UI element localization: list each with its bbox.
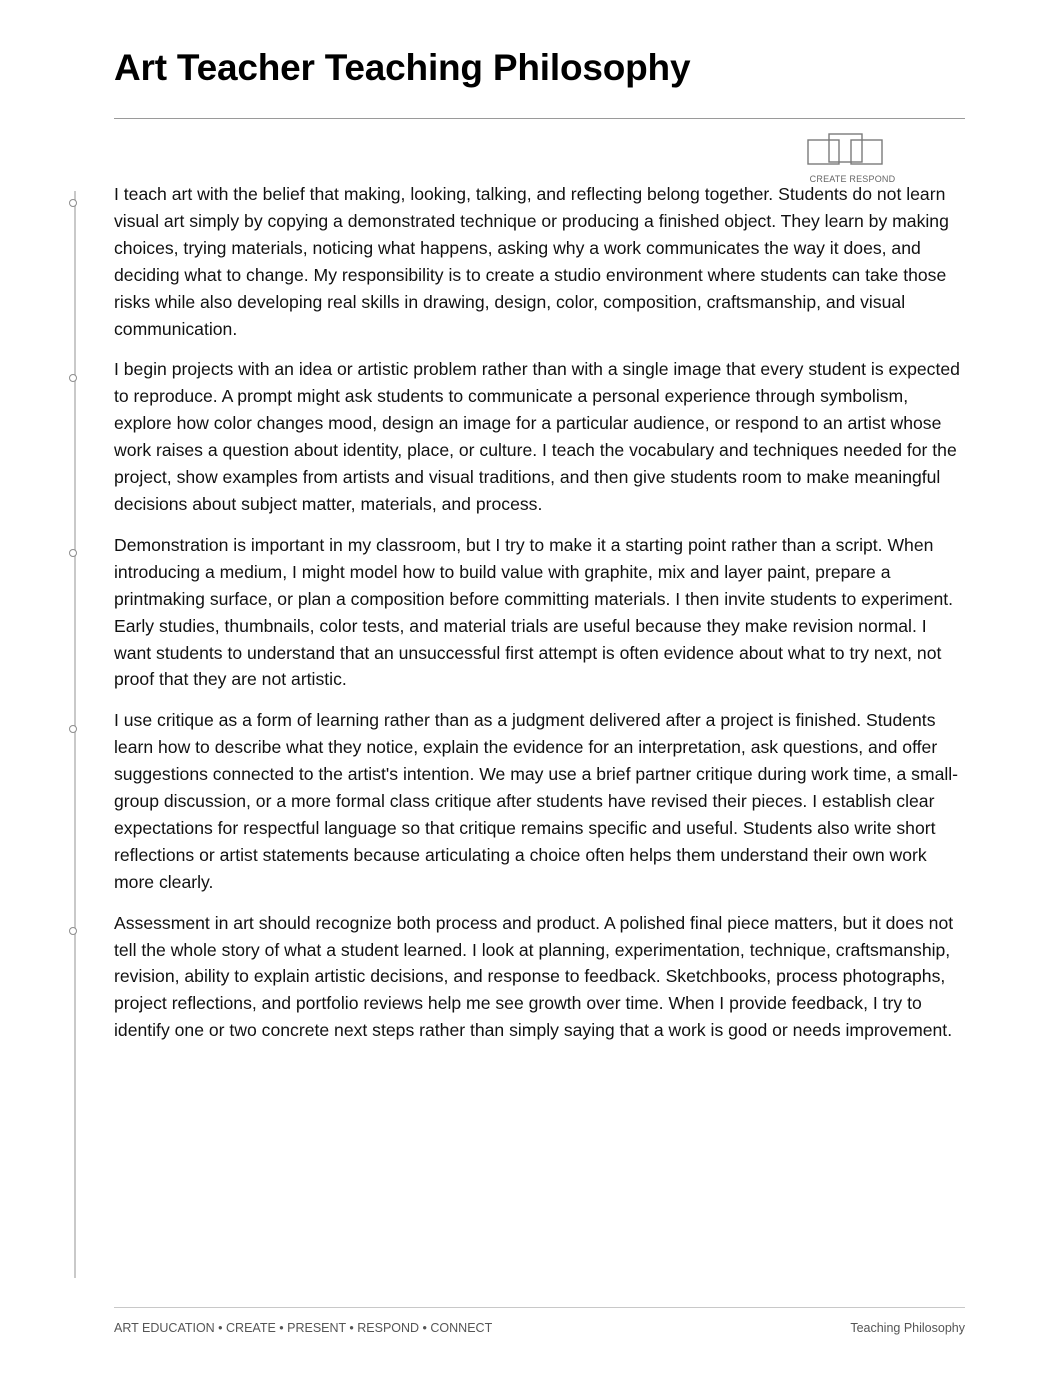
- emblem-caption: CREATE RESPOND: [809, 174, 896, 184]
- timeline-dot: [69, 927, 77, 935]
- timeline-dot: [69, 374, 77, 382]
- emblem: [800, 132, 905, 188]
- overlapping-frames-icon: [807, 132, 885, 168]
- philosophy-body: [114, 181, 966, 1058]
- timeline-dot: [69, 199, 77, 207]
- paragraph: I use critique as a form of learning rather than as a judgment delivered after a project is finished. Students learn how to describe what they notice, explain the evidence for an interpretation, ask questions, and offer suggestions connected to the artist's intention. We may use a brief partner critique during work time, a small-group discussion, or a more formal class critique after students have revised their pieces. I establish clear expectations for respectful language so that critique remains specific and useful. Students also write short reflections or artist statements because articulating a choice often helps them understand their own work more clearly.: [114, 710, 959, 892]
- timeline-line: [74, 191, 76, 1278]
- timeline-dot: [69, 725, 77, 733]
- footer-tagline: ART EDUCATION • CREATE • PRESENT • RESPOND • CONNECT: [114, 1321, 493, 1335]
- footer-document-label: Teaching Philosophy: [850, 1321, 965, 1335]
- paragraph: Demonstration is important in my classroom, but I try to make it a starting point rather than a script. When introducing a medium, I might model how to build value with graphite, mix and layer paint, prepare a printmaking surface, or plan a composition before committing materials. I then invite students to experiment. Early studies, thumbnails, color tests, and material trials are useful because they make revision normal. I want students to understand that an unsuccessful first attempt is often evidence about what to try next, not proof that they are not artistic.: [114, 534, 954, 690]
- paragraph: Assessment in art should recognize both process and product. A polished final piece matters, but it does not tell the whole story of what a student learned. I look at planning, experimentation, technique, craftsmanship, revision, ability to explain artistic decisions, and response to feedback. Sketchbooks, process photographs, project reflections, and portfolio reviews help me see growth over time. When I provide feedback, I try to identify one or two concrete next steps rather than simply saying that a work is good or needs improvement.: [114, 912, 954, 1041]
- page-title: Art Teacher Teaching Philosophy: [114, 47, 691, 88]
- footer-divider: [114, 1307, 965, 1308]
- paragraph: I teach art with the belief that making, looking, talking, and reflecting belong together. Students do not learn visual art simply by copying a demonstrated technique or producing a finished object. They learn by making choices, trying materials, noticing what happens, asking why a work communicates the way it does, and deciding what to change. My responsibility is to create a studio environment where students can take those risks while also developing real skills in drawing, design, color, composition, craftsmanship, and visual communication.: [114, 184, 949, 339]
- title-divider: [114, 118, 965, 119]
- timeline-dot: [69, 549, 77, 557]
- paragraph: I begin projects with an idea or artistic problem rather than with a single image that every student is expected to reproduce. A prompt might ask students to communicate a personal experience through symbolism, explore how color changes mood, design an image for a particular audience, or respond to an artist whose work raises a question about identity, place, or culture. I teach the vocabulary and techniques needed for the project, show examples from artists and visual traditions, and then give students room to make meaningful decisions about subject matter, materials, and process.: [114, 359, 960, 514]
